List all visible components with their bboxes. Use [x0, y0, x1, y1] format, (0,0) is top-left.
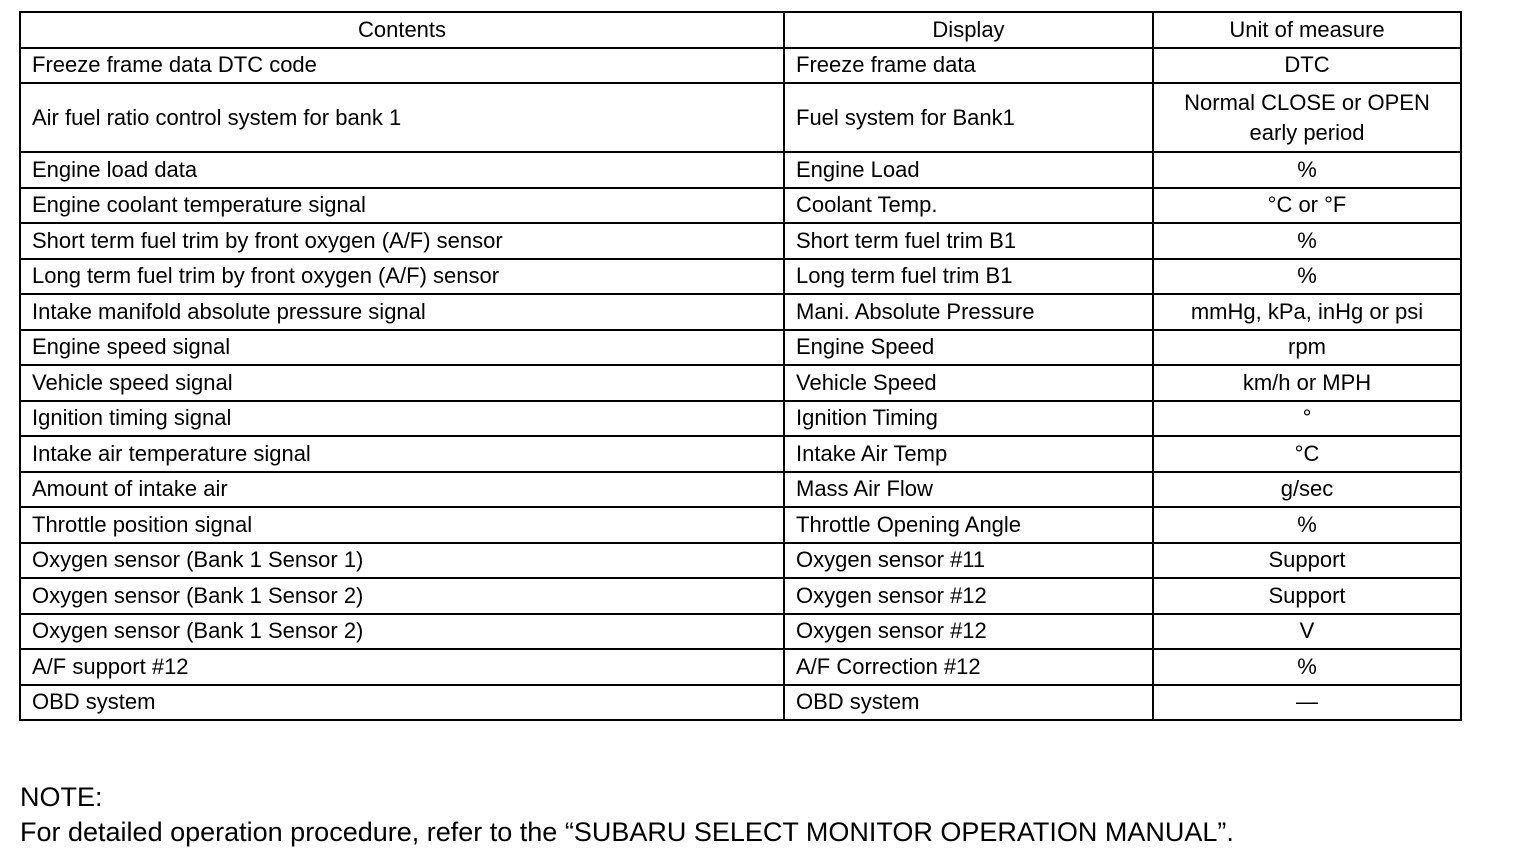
cell-display: Mani. Absolute Pressure [784, 294, 1153, 330]
header-contents: Contents [20, 12, 784, 48]
cell-display: Engine Speed [784, 330, 1153, 366]
table-row [20, 330, 1461, 366]
cell-display: Freeze frame data [784, 48, 1153, 84]
cell-display: Engine Load [784, 152, 1153, 188]
note-label: NOTE: [20, 782, 103, 812]
cell-unit: Support [1153, 543, 1461, 579]
cell-unit: % [1153, 507, 1461, 543]
cell-contents: Oxygen sensor (Bank 1 Sensor 2) [20, 614, 784, 650]
cell-display: Oxygen sensor #11 [784, 543, 1153, 579]
header-display: Display [784, 12, 1153, 48]
cell-contents: Oxygen sensor (Bank 1 Sensor 2) [20, 578, 784, 614]
cell-display: Long term fuel trim B1 [784, 259, 1153, 295]
cell-unit: °C or °F [1153, 188, 1461, 224]
cell-display: Ignition Timing [784, 401, 1153, 437]
note-text: For detailed operation procedure, refer to the “SUBARU SELECT MONITOR OPERATION MANUAL”. [20, 817, 1234, 847]
cell-unit: % [1153, 259, 1461, 295]
cell-display: Vehicle Speed [784, 365, 1153, 401]
table-row [20, 401, 1461, 437]
cell-unit: Support [1153, 578, 1461, 614]
table-row [20, 259, 1461, 295]
cell-contents: Engine coolant temperature signal [20, 188, 784, 224]
cell-contents: Oxygen sensor (Bank 1 Sensor 1) [20, 543, 784, 579]
cell-display: Intake Air Temp [784, 436, 1153, 472]
cell-unit: km/h or MPH [1153, 365, 1461, 401]
table-row [20, 543, 1461, 579]
table-row [20, 83, 1461, 152]
cell-contents: OBD system [20, 685, 784, 721]
cell-unit: g/sec [1153, 472, 1461, 508]
data-table [19, 11, 1462, 721]
cell-unit: % [1153, 649, 1461, 685]
table-row [20, 48, 1461, 84]
table-row [20, 152, 1461, 188]
cell-unit: — [1153, 685, 1461, 721]
cell-contents: Air fuel ratio control system for bank 1 [20, 83, 784, 152]
cell-contents: Ignition timing signal [20, 401, 784, 437]
cell-display: Oxygen sensor #12 [784, 578, 1153, 614]
cell-display: OBD system [784, 685, 1153, 721]
cell-contents: Intake manifold absolute pressure signal [20, 294, 784, 330]
header-unit: Unit of measure [1153, 12, 1461, 48]
cell-contents: Short term fuel trim by front oxygen (A/F) sensor [20, 223, 784, 259]
table-row [20, 614, 1461, 650]
cell-display: Oxygen sensor #12 [784, 614, 1153, 650]
cell-display: Short term fuel trim B1 [784, 223, 1153, 259]
table-row [20, 365, 1461, 401]
cell-display: Throttle Opening Angle [784, 507, 1153, 543]
cell-contents: Engine load data [20, 152, 784, 188]
table-row [20, 507, 1461, 543]
cell-unit: mmHg, kPa, inHg or psi [1153, 294, 1461, 330]
table-row [20, 649, 1461, 685]
cell-display: Coolant Temp. [784, 188, 1153, 224]
cell-unit: % [1153, 223, 1461, 259]
table-row [20, 472, 1461, 508]
cell-contents: A/F support #12 [20, 649, 784, 685]
table-row [20, 188, 1461, 224]
cell-unit: rpm [1153, 330, 1461, 366]
cell-unit: °C [1153, 436, 1461, 472]
cell-unit: Normal CLOSE or OPEN early period [1153, 83, 1461, 152]
cell-contents: Amount of intake air [20, 472, 784, 508]
cell-contents: Engine speed signal [20, 330, 784, 366]
cell-contents: Long term fuel trim by front oxygen (A/F) sensor [20, 259, 784, 295]
cell-contents: Freeze frame data DTC code [20, 48, 784, 84]
cell-contents: Intake air temperature signal [20, 436, 784, 472]
table-row [20, 685, 1461, 721]
cell-contents: Throttle position signal [20, 507, 784, 543]
cell-display: Mass Air Flow [784, 472, 1153, 508]
cell-unit: ° [1153, 401, 1461, 437]
cell-contents: Vehicle speed signal [20, 365, 784, 401]
note [20, 780, 1500, 850]
cell-unit: V [1153, 614, 1461, 650]
cell-display: Fuel system for Bank1 [784, 83, 1153, 152]
cell-unit: % [1153, 152, 1461, 188]
header-row [20, 12, 1461, 48]
table-row [20, 223, 1461, 259]
cell-unit: DTC [1153, 48, 1461, 84]
table-row [20, 294, 1461, 330]
cell-display: A/F Correction #12 [784, 649, 1153, 685]
table-row [20, 578, 1461, 614]
table-row [20, 436, 1461, 472]
